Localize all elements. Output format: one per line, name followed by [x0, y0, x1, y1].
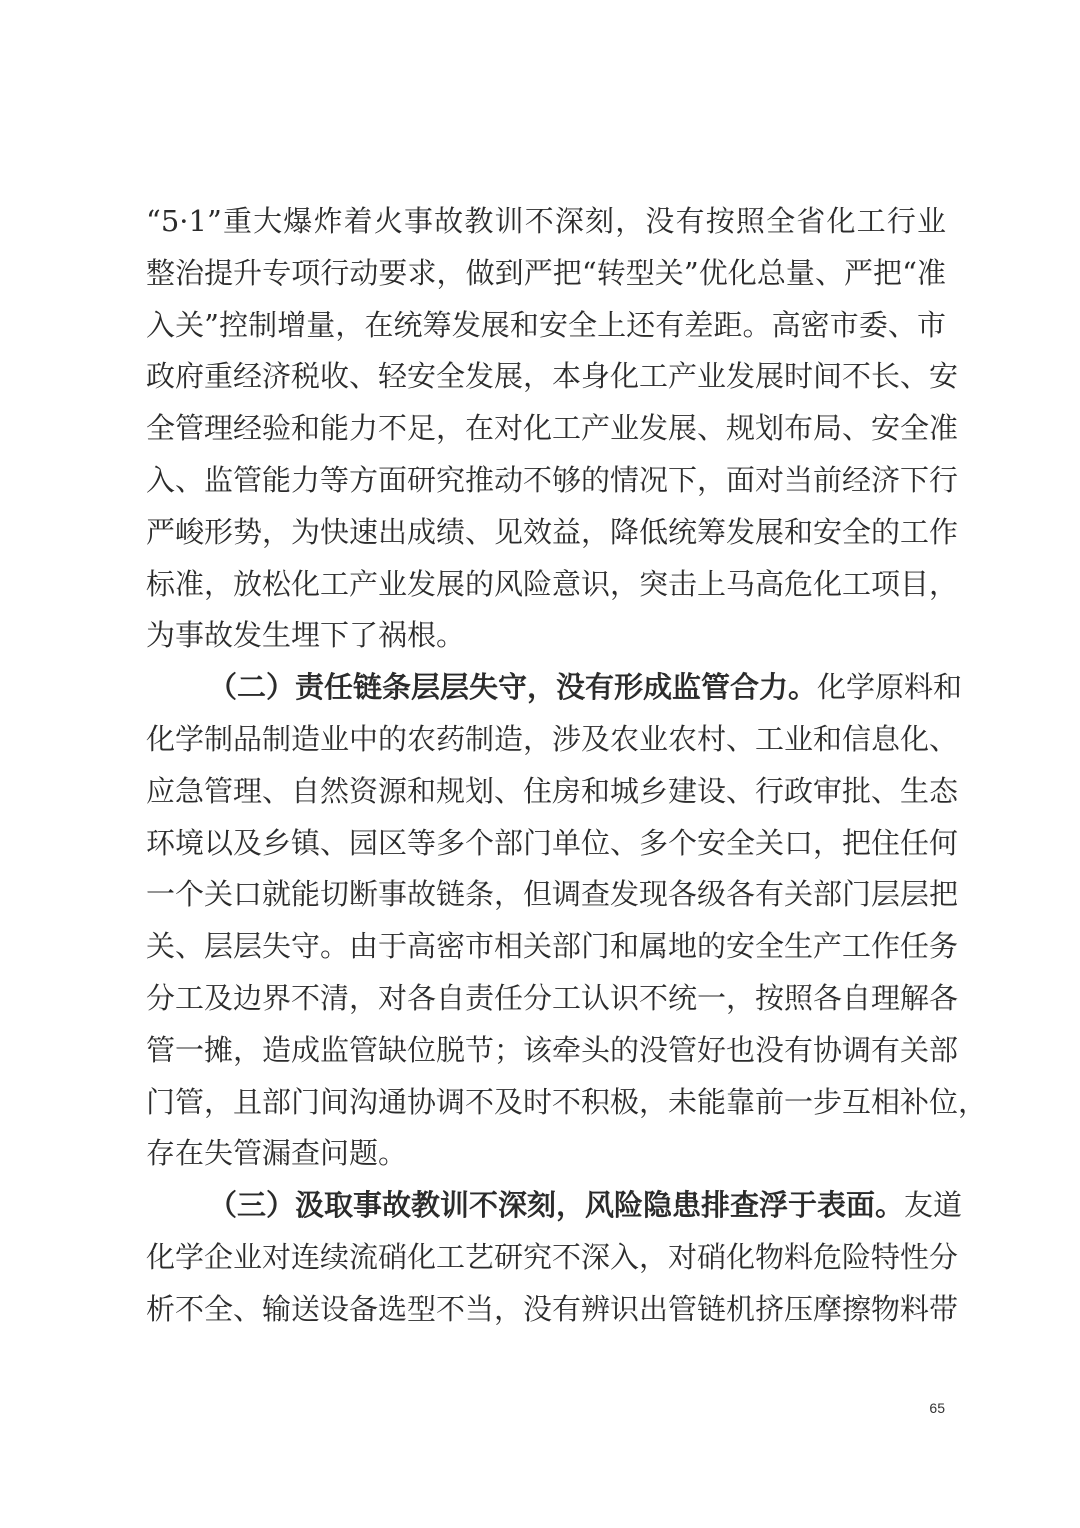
text-line: 整治提升专项行动要求，做到严把“转型关”优化总量、严把“准 [146, 255, 946, 290]
text-line: 入关”控制增量，在统筹发展和安全上还有差距。高密市委、市 [146, 307, 946, 342]
text-line: 应急管理、自然资源和规划、住房和城乡建设、行政审批、生态 [146, 773, 959, 808]
text-line: 存在失管漏查问题。 [146, 1136, 408, 1171]
text-line: 化学制品制造业中的农药制造，涉及农业农村、工业和信息化、 [146, 721, 959, 756]
section-2-heading: （二）责任链条层层失守，没有形成监管合力。 [208, 670, 818, 705]
body-text [146, 196, 988, 1336]
text-line: 全管理经验和能力不足，在对化工产业发展、规划布局、安全准 [146, 411, 959, 446]
text-line: 标准，放松化工产业发展的风险意识，突击上马高危化工项目， [146, 566, 959, 601]
text-line: 分工及边界不清，对各自责任分工认识不统一，按照各自理解各 [146, 980, 959, 1015]
text-line: 为事故发生埋下了祸根。 [146, 618, 466, 653]
text-line: 化学企业对连续流硝化工艺研究不深入，对硝化物料危险特性分 [146, 1239, 959, 1274]
text-line: 严峻形势，为快速出成绩、见效益，降低统筹发展和安全的工作 [146, 514, 959, 549]
text-line: 关、层层失守。由于高密市相关部门和属地的安全生产工作任务 [146, 929, 959, 964]
section-2-first-tail: 化学原料和 [817, 670, 963, 705]
text-line: 管一摊，造成监管缺位脱节；该牵头的没管好也没有协调有关部 [146, 1032, 959, 1067]
text-line: 一个关口就能切断事故链条，但调查发现各级各有关部门层层把 [146, 877, 959, 912]
text-line: 入、监管能力等方面研究推动不够的情况下，面对当前经济下行 [146, 462, 959, 497]
text-line: 析不全、输送设备选型不当，没有辨识出管链机挤压摩擦物料带 [146, 1291, 959, 1326]
section-3-first-line [146, 1180, 963, 1232]
text-line: 政府重经济税收、轻安全发展，本身化工产业发展时间不长、安 [146, 359, 959, 394]
page-number: 65 [929, 1400, 945, 1416]
section-3-heading: （三）汲取事故教训不深刻，风险隐患排查浮于表面。 [208, 1188, 905, 1223]
text-line: 门管，且部门间沟通协调不及时不积极，未能靠前一步互相补位， [146, 1084, 988, 1119]
section-2-first-line [146, 662, 963, 714]
text-line: 环境以及乡镇、园区等多个部门单位、多个安全关口，把住任何 [146, 825, 959, 860]
text-line: “5·1”重大爆炸着火事故教训不深刻，没有按照全省化工行业 [146, 204, 946, 238]
section-3-first-tail: 友道 [904, 1188, 963, 1223]
